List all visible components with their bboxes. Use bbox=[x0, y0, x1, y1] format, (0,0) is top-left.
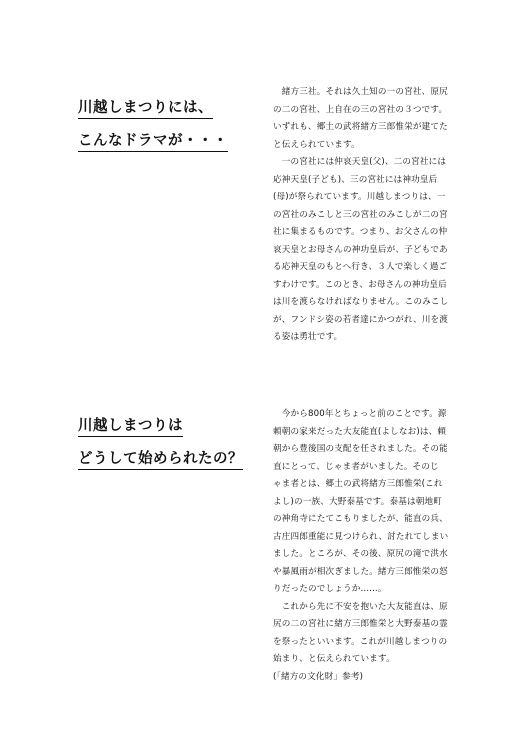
section-1-heading-line-2: こんなドラマが・・・ bbox=[78, 131, 228, 152]
section-1-heading bbox=[78, 94, 228, 160]
section-2-heading bbox=[78, 412, 243, 478]
section-2-paragraph-1: 今から800年とちょっと前のことです。源 頼朝の家来だった大友能直(よしなお)は、頼 朝から豊後国の支配を任されました。その能 直にとって、じゃま者がいました。そのじ ゃま者とは、郷土の武将緒方三郎惟栄(これ よし)の一族、大野泰基です。泰基は朝地町 の神角寺にたてこもりましたが、能直の兵、 古庄四郎重能に見つけられ、討たれてしまい ました。ところが、その後、原尻の滝で洪水 や暴風雨が相次ぎました。緒方三郎惟栄の怒 りだったのでしょうか……。 bbox=[273, 409, 449, 594]
section-1-paragraph-1: 緒方三社。それは久土知の一の宮社、原尻 の二の宮社、上自在の三の宮社の３つです。 いずれも、郷土の武将緒方三郎惟栄が建てた と伝えられています。 bbox=[273, 87, 448, 150]
section-2-heading-line-2: どうして始められたの？ bbox=[78, 449, 243, 470]
section-2-heading-line-1: 川越しまつりは bbox=[78, 416, 183, 437]
section-2-source-note: (「緒方の文化財」参考) bbox=[273, 671, 364, 682]
section-1-heading-line-1: 川越しまつりには、 bbox=[78, 98, 213, 119]
section-1-body bbox=[273, 84, 463, 347]
section-1-paragraph-2: 一の宮社には仲哀天皇(父)、二の宮社には 応神天皇(子ども)、三の宮社には神功皇后 (母)が祭られています。川越しまつりは、一 の宮社のみこしと三の宮社のみこしが二の宮 社に集まるものです。つまり、お父さんの仲 哀天皇とお母さんの神功皇后が、子どもであ る応神天皇のもとへ行き、３人で楽しく過ご すわけです。このとき、お母さんの神功皇后 は川を渡らなければなりません。このみこし が、フンドシ姿の若者達にかつがれ、川を渡 る姿は勇壮です。 bbox=[273, 157, 449, 342]
section-2-paragraph-2: これから先に不安を抱いた大友能直は、原 尻の二の宮社に緒方三郎惟栄と大野泰基の霊 を祭ったといいます。これが川越しまつりの 始まり、と伝えられています。 bbox=[273, 601, 448, 664]
section-2-body bbox=[273, 406, 463, 686]
